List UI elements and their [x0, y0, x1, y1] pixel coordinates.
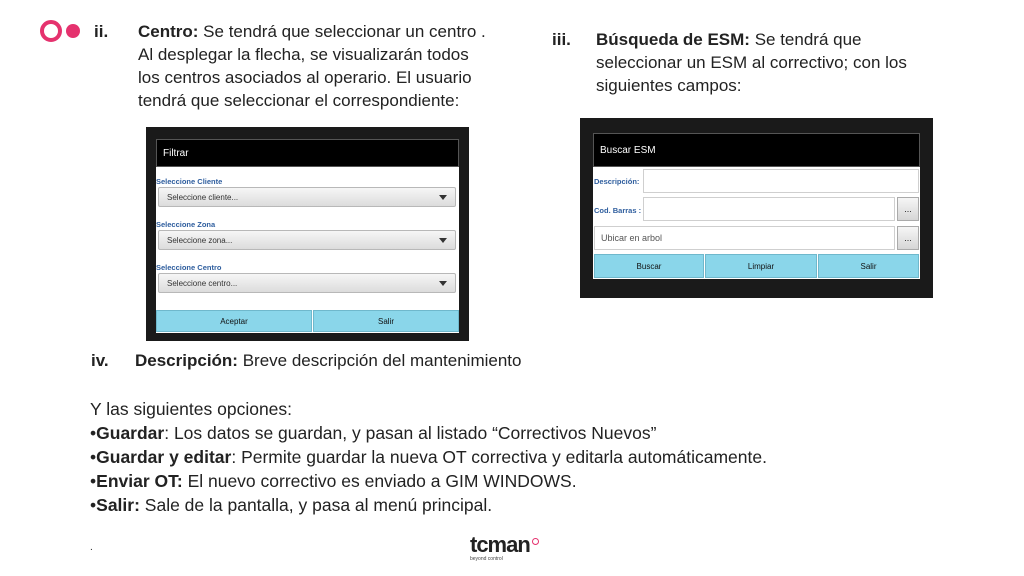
- section-iii-line: siguientes campos:: [596, 76, 742, 95]
- filter-header: Filtrar: [156, 139, 459, 167]
- section-iii-line: seleccionar un ESM al correctivo; con los: [596, 53, 907, 72]
- client-select[interactable]: [158, 187, 456, 207]
- section-iii-line: Se tendrá que: [749, 30, 862, 49]
- tree-browse-button[interactable]: ...: [897, 226, 919, 250]
- section-ii-line: tendrá que seleccionar el correspondiente:: [138, 91, 460, 110]
- options-intro: Y las siguientes opciones:: [90, 399, 293, 419]
- exit-button[interactable]: Salir: [818, 254, 919, 278]
- tcman-brand-logo: [470, 534, 530, 562]
- bullet: •: [90, 471, 97, 491]
- tcman-logo-icon: [40, 18, 84, 44]
- section-iv-number: iv.: [91, 351, 109, 370]
- brand-tagline: beyond control: [470, 556, 503, 562]
- barcode-browse-button[interactable]: ...: [897, 197, 919, 221]
- center-select-value: Seleccione centro...: [167, 278, 238, 288]
- esm-header: Buscar ESM: [593, 133, 920, 167]
- description-label: Descripción:: [594, 177, 640, 186]
- option-item: [90, 421, 850, 445]
- esm-dialog: [593, 133, 920, 279]
- option-text: : Permite guardar la nueva OT correctiva y editarla automáticamente.: [231, 447, 767, 467]
- exit-button[interactable]: Salir: [313, 310, 459, 332]
- filter-dialog: [156, 139, 459, 333]
- description-input[interactable]: [643, 169, 919, 193]
- section-iii-title: Búsqueda de ESM:: [596, 30, 750, 49]
- filter-screen: [146, 127, 469, 341]
- option-item: [90, 493, 850, 517]
- section-ii-line: los centros asociados al operario. El usuario: [138, 68, 472, 87]
- accept-button[interactable]: Aceptar: [156, 310, 312, 332]
- option-label: Enviar OT:: [96, 471, 183, 491]
- brand-name: tcman: [470, 532, 530, 557]
- section-ii-line: Al desplegar la flecha, se visualizarán todos: [138, 45, 469, 64]
- option-text: : Los datos se guardan, y pasan al listado “Correctivos Nuevos”: [164, 423, 657, 443]
- options-block: [90, 397, 850, 517]
- section-iv-text: Breve descripción del mantenimiento: [237, 351, 522, 370]
- zone-label: Seleccione Zona: [156, 220, 216, 229]
- option-item: [90, 445, 850, 469]
- zone-select[interactable]: [158, 230, 456, 250]
- client-label: Seleccione Cliente: [156, 177, 223, 186]
- chevron-down-icon: [439, 238, 447, 243]
- option-item: [90, 469, 850, 493]
- center-select[interactable]: [158, 273, 456, 293]
- bullet: •: [90, 447, 97, 467]
- section-iii-number: iii.: [552, 30, 571, 49]
- bullet: •: [90, 423, 97, 443]
- option-label: Salir:: [96, 495, 140, 515]
- section-ii-line: Se tendrá que seleccionar un centro .: [198, 22, 486, 41]
- brand-ring-icon: [532, 538, 539, 545]
- search-button[interactable]: Buscar: [594, 254, 704, 278]
- zone-select-value: Seleccione zona...: [167, 235, 233, 245]
- esm-screen: [580, 118, 933, 298]
- client-select-value: Seleccione cliente...: [167, 192, 239, 202]
- chevron-down-icon: [439, 281, 447, 286]
- clear-button[interactable]: Limpiar: [705, 254, 817, 278]
- option-label: Guardar y editar: [96, 447, 232, 467]
- barcode-label: Cod. Barras :: [594, 206, 642, 215]
- option-label: Guardar: [96, 423, 165, 443]
- footnote: .: [90, 542, 93, 553]
- option-text: Sale de la pantalla, y pasa al menú principal.: [139, 495, 493, 515]
- section-ii-number: ii.: [94, 22, 109, 41]
- chevron-down-icon: [439, 195, 447, 200]
- tree-location-input[interactable]: Ubicar en arbol: [594, 226, 895, 250]
- barcode-input[interactable]: [643, 197, 895, 221]
- bullet: •: [90, 495, 97, 515]
- section-ii-title: Centro:: [138, 22, 199, 41]
- section-iv-title: Descripción:: [135, 351, 238, 370]
- option-text: El nuevo correctivo es enviado a GIM WINDOWS.: [182, 471, 577, 491]
- center-label: Seleccione Centro: [156, 263, 222, 272]
